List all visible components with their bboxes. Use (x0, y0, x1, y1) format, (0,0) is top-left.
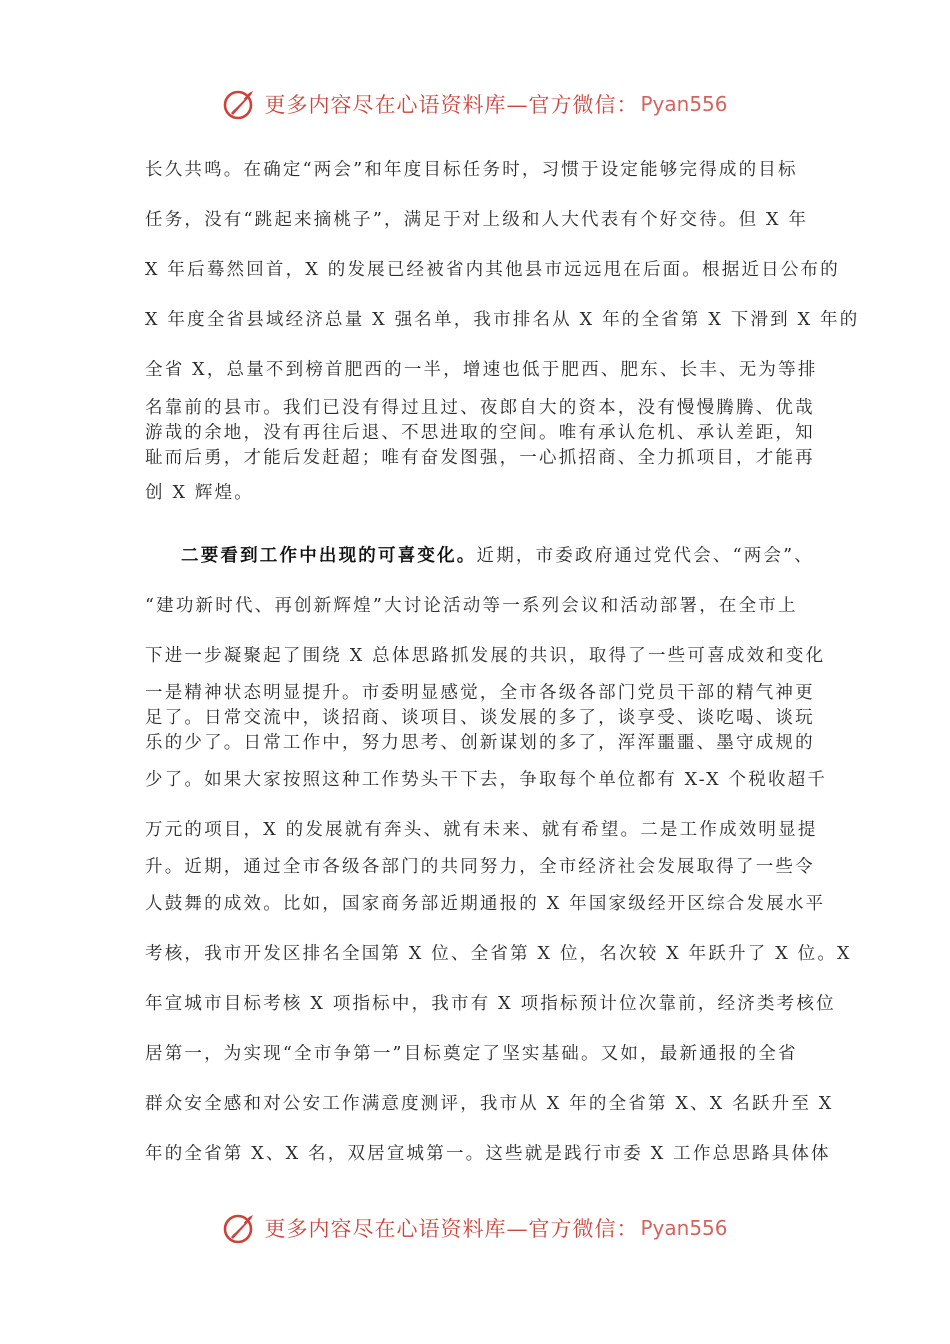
text-line: 考核，我市开发区排名全国第 X 位、全省第 X 位，名次较 X 年跃升了 X 位。X (145, 944, 852, 964)
text-line: 长久共鸣。在确定“两会”和年度目标任务时，习惯于设定能够完得成的目标 (145, 160, 798, 180)
banner-wechat-id: Pyan556 (640, 92, 728, 116)
text-line: 名靠前的县市。我们已没有得过且过、夜郎自大的资本，没有慢慢腾腾、优哉 (145, 398, 815, 418)
text-line: 足了。日常交流中，谈招商、谈项目、谈发展的多了，谈享受、谈吃喝、谈玩 (145, 708, 815, 728)
text-line: 全省 X，总量不到榜首肥西的一半，增速也低于肥西、肥东、长丰、无为等排 (145, 360, 818, 380)
text-line: 任务，没有“跳起来摘桃子”，满足于对上级和人大代表有个好交待。但 X 年 (145, 210, 809, 230)
text-line: 下进一步凝聚起了围绕 X 总体思路抓发展的共识，取得了一些可喜成效和变化 (145, 646, 826, 666)
text-line: 年的全省第 X、X 名，双居宣城第一。这些就是践行市委 X 工作总思路具体体 (145, 1144, 831, 1164)
text-line: 升。近期，通过全市各级各部门的共同努力，全市经济社会发展取得了一些令 (145, 857, 815, 877)
banner-text: 更多内容尽在心语资料库—官方微信： (264, 93, 639, 117)
header-banner (0, 84, 950, 124)
section-heading-line (181, 544, 814, 568)
text-line: X 年后蓦然回首，X 的发展已经被省内其他县市远远甩在后面。根据近日公布的 (145, 260, 840, 280)
text-line: X 年度全省县域经济总量 X 强名单，我市排名从 X 年的全省第 X 下滑到 X 年的 (145, 310, 860, 330)
text-line: 少了。如果大家按照这种工作势头干下去，争取每个单位都有 X-X 个税收超千 (145, 770, 828, 790)
section-heading: 二要看到工作中出现的可喜变化。 (181, 546, 477, 566)
text-line: 居第一，为实现“全市争第一”目标奠定了坚实基础。又如，最新通报的全省 (145, 1044, 798, 1064)
text-line: 耻而后勇，才能后发赶超；唯有奋发图强，一心抓招商、全力抓项目，才能再 (145, 448, 815, 468)
text-line: 年宣城市目标考核 X 项指标中，我市有 X 项指标预计位次靠前，经济类考核位 (145, 994, 836, 1014)
banner-text: 更多内容尽在心语资料库—官方微信： (264, 1217, 639, 1241)
text-line: 创 X 辉煌。 (145, 483, 254, 503)
text-line: 游哉的余地，没有再往后退、不思进取的空间。唯有承认危机、承认差距，知 (145, 423, 815, 443)
banner-wechat-id: Pyan556 (640, 1216, 728, 1240)
pen-quill-icon (222, 86, 258, 122)
text-line: “建功新时代、再创新辉煌”大讨论活动等一系列会议和活动部署，在全市上 (145, 596, 798, 616)
text-line: 乐的少了。日常工作中，努力思考、创新谋划的多了，浑浑噩噩、墨守成规的 (145, 733, 815, 753)
pen-quill-icon (222, 1210, 258, 1246)
footer-banner (0, 1208, 950, 1248)
text-line: 一是精神状态明显提升。市委明显感觉，全市各级各部门党员干部的精气神更 (145, 683, 815, 703)
text-line: 人鼓舞的成效。比如，国家商务部近期通报的 X 年国家级经开区综合发展水平 (145, 894, 826, 914)
section-heading-rest: 近期，市委政府通过党代会、“两会”、 (476, 546, 814, 566)
text-line: 万元的项目，X 的发展就有奔头、就有未来、就有希望。二是工作成效明显提 (145, 820, 818, 840)
text-line: 群众安全感和对公安工作满意度测评，我市从 X 年的全省第 X、X 名跃升至 X (145, 1094, 834, 1114)
